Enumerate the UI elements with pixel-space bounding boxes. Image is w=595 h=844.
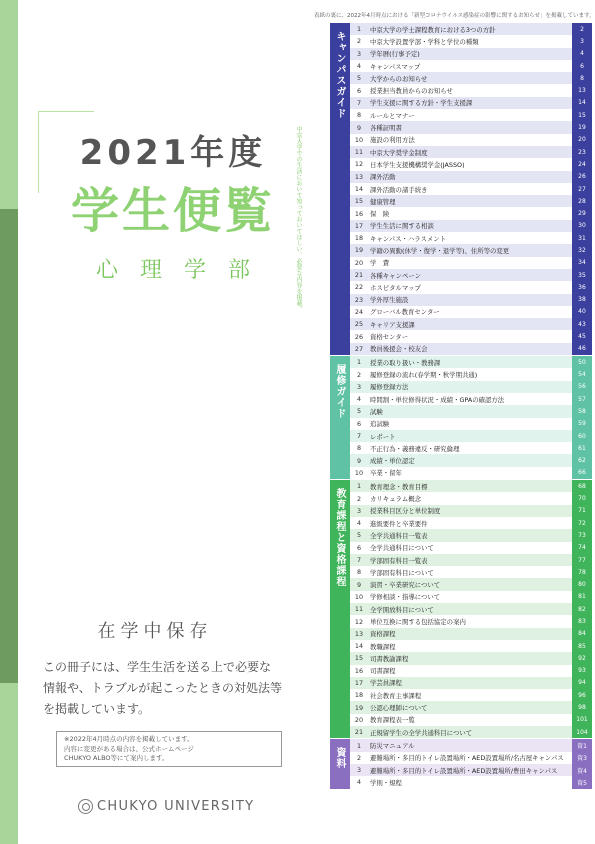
toc-item-title: 学部固有科目について — [370, 568, 434, 577]
toc-item-title: レポート — [370, 432, 396, 441]
toc-row[interactable] — [350, 492, 592, 504]
toc-item-page: 68 — [572, 480, 592, 492]
toc-row[interactable] — [350, 294, 592, 306]
toc-item-number: 17 — [354, 678, 364, 687]
toc-row[interactable] — [350, 480, 592, 492]
toc-item-number: 2 — [356, 494, 362, 503]
toc-row[interactable] — [350, 134, 592, 146]
toc-row[interactable] — [350, 232, 592, 244]
section-label — [330, 480, 350, 738]
toc-item-title: 教職課程 — [370, 642, 396, 651]
toc-row[interactable] — [350, 84, 592, 96]
toc-item-page: 28 — [572, 195, 592, 207]
toc-item-page: 96 — [572, 689, 592, 701]
toc-row[interactable] — [350, 578, 592, 590]
toc-row[interactable] — [350, 418, 592, 430]
toc-item-title: 履修登録方法 — [370, 383, 409, 392]
toc-row[interactable] — [350, 97, 592, 109]
section-title: 教育課程と資格課程 — [334, 488, 345, 588]
toc-item-title: 資格センター — [370, 333, 409, 342]
toc-item-number: 15 — [354, 197, 364, 206]
toc-item-title: 教育課程表一覧 — [370, 716, 415, 725]
toc-item-page: 45 — [572, 330, 592, 342]
toc-item-page: 59 — [572, 418, 592, 430]
cover-description — [43, 657, 293, 720]
toc-item-number: 3 — [356, 506, 362, 515]
section-rows — [350, 23, 592, 355]
toc-item-page: 80 — [572, 578, 592, 590]
toc-item-title: 大学からのお知らせ — [370, 74, 428, 83]
toc-item-number: 18 — [354, 691, 364, 700]
toc-item-number: 21 — [354, 271, 364, 280]
toc-item-title: 演習・卒業研究について — [370, 581, 441, 590]
toc-item-page: 2 — [572, 23, 592, 35]
toc-item-number: 10 — [354, 592, 364, 601]
toc-item-page: 73 — [572, 529, 592, 541]
toc-row[interactable] — [350, 281, 592, 293]
notice-line: ※2022年4月時点の内容を掲載しています。 — [64, 735, 194, 743]
toc-item-title: 全学共通科目一覧表 — [370, 531, 428, 540]
toc-item-number: 7 — [356, 556, 362, 565]
university-logo — [78, 799, 254, 814]
toc-item-number: 19 — [354, 246, 364, 255]
toc-item-title: 公認心理師について — [370, 704, 428, 713]
toc-item-number: 4 — [356, 778, 362, 787]
section-title: 資料 — [334, 747, 345, 770]
toc-item-page: 93 — [572, 665, 592, 677]
toc-item-page: 資3 — [572, 752, 592, 764]
toc-item-title: 追試験 — [370, 420, 390, 429]
toc-item-title: 履修登録の流れ(春学期・秋学期共通) — [370, 371, 478, 380]
toc-item-page: 13 — [572, 84, 592, 96]
toc-item-title: 各種証明書 — [370, 124, 402, 133]
toc-item-title: 時間割・単位修得状況・成績・GPAの確認方法 — [370, 395, 505, 404]
toc-item-number: 8 — [356, 111, 362, 120]
toc-item-page: 56 — [572, 381, 592, 393]
toc-item-title: 授業担当教員からのお知らせ — [370, 87, 453, 96]
toc-item-title: 進級要件と卒業要件 — [370, 519, 428, 528]
toc-item-title: 学外厚生施設 — [370, 296, 409, 305]
toc-item-page: 26 — [572, 171, 592, 183]
toc-item-title: 学籍の異動(休学・復学・退学等)、住所等の変更 — [370, 246, 510, 255]
toc-item-page: 92 — [572, 652, 592, 664]
toc-row[interactable] — [350, 343, 592, 355]
toc-row[interactable] — [350, 689, 592, 701]
toc-item-title: 日本学生支援機構奨学金(JASSO) — [370, 160, 465, 169]
toc-item-page: 84 — [572, 628, 592, 640]
toc-item-number: 3 — [356, 766, 362, 775]
toc-row[interactable] — [350, 628, 592, 640]
toc-item-title: 学芸員課程 — [370, 679, 402, 688]
section-title: キャンパスガイド — [334, 31, 345, 119]
section-rows — [350, 739, 592, 788]
toc-row[interactable] — [350, 109, 592, 121]
toc-row[interactable] — [350, 591, 592, 603]
toc-item-title: 防災マニュアル — [370, 742, 415, 751]
toc-row[interactable] — [350, 381, 592, 393]
toc-item-number: 6 — [356, 86, 362, 95]
toc-item-number: 2 — [356, 753, 362, 762]
toc-item-page: 66 — [572, 467, 592, 479]
toc-item-page: 14 — [572, 97, 592, 109]
toc-item-number: 15 — [354, 654, 364, 663]
toc-row[interactable] — [350, 517, 592, 529]
toc-item-number: 2 — [356, 370, 362, 379]
toc-item-number: 6 — [356, 419, 362, 428]
toc-item-title: 避難場所・多目的トイレ設置場所・AED設置場所/豊田キャンパス — [370, 766, 558, 775]
toc-item-number: 16 — [354, 666, 364, 675]
toc-item-page: 57 — [572, 393, 592, 405]
toc-item-page: 94 — [572, 677, 592, 689]
toc-row[interactable] — [350, 442, 592, 454]
toc-item-page: 58 — [572, 405, 592, 417]
toc-row[interactable] — [350, 244, 592, 256]
toc-row[interactable] — [350, 171, 592, 183]
toc-item-number: 4 — [356, 62, 362, 71]
toc-item-title: 課外活動の諸手続き — [370, 185, 428, 194]
toc-row[interactable] — [350, 554, 592, 566]
toc-item-number: 9 — [356, 580, 362, 589]
toc-item-page: 72 — [572, 517, 592, 529]
toc-item-number: 11 — [354, 605, 364, 614]
toc-item-page: 27 — [572, 183, 592, 195]
toc-row[interactable] — [350, 368, 592, 380]
section-label — [330, 356, 350, 479]
toc-item-page: 61 — [572, 442, 592, 454]
toc-item-number: 10 — [354, 468, 364, 477]
toc-item-page: 資5 — [572, 776, 592, 788]
toc-item-page: 74 — [572, 542, 592, 554]
toc-item-title: 学生生活に関する相談 — [370, 222, 434, 231]
notice-box — [56, 731, 282, 767]
notice-line: 内容に変更がある場合は、公式ホームページ — [64, 744, 194, 753]
toc-item-title: 司書教諭課程 — [370, 654, 409, 663]
toc-row[interactable] — [350, 652, 592, 664]
toc-row[interactable] — [350, 454, 592, 466]
toc-item-title: 卒業・留年 — [370, 469, 402, 478]
toc-item-title: 授業の取り扱い・教務課 — [370, 358, 441, 367]
toc-item-title: 正規留学生の全学共通科目について — [370, 728, 473, 737]
toc-row[interactable] — [350, 752, 592, 764]
toc-item-page: 6 — [572, 60, 592, 72]
toc-row[interactable] — [350, 306, 592, 318]
toc-row[interactable] — [350, 393, 592, 405]
toc-row[interactable] — [350, 158, 592, 170]
toc-item-number: 11 — [354, 148, 364, 157]
toc-item-title: キャンパスマップ — [370, 62, 421, 71]
notice-line: CHUKYO ALBO等にて案内します。 — [64, 754, 169, 762]
toc-item-title: 避難場所・多目的トイレ設置場所・AED設置場所/名古屋キャンパス — [370, 754, 564, 763]
toc-item-title: 単位互換に関する包括協定の案内 — [370, 618, 466, 626]
toc-item-page: 15 — [572, 109, 592, 121]
toc-item-number: 3 — [356, 49, 362, 58]
section-rows — [350, 356, 592, 479]
toc-item-title: グローバル教育センター — [370, 308, 440, 317]
toc-item-page: 35 — [572, 269, 592, 281]
toc-item-number: 13 — [354, 172, 364, 181]
toc-item-number: 7 — [356, 432, 362, 441]
toc-item-title: 社会教育主事課程 — [370, 691, 422, 700]
toc-item-page: 104 — [572, 726, 592, 738]
toc-item-number: 24 — [354, 307, 364, 316]
toc-item-title: 課外活動 — [370, 173, 396, 182]
toc-item-page: 54 — [572, 368, 592, 380]
section-label — [330, 23, 350, 355]
toc-item-title: キャリア支援課 — [370, 320, 415, 329]
toc-item-page: 101 — [572, 714, 592, 726]
toc-item-page: 資4 — [572, 764, 592, 776]
toc-row[interactable] — [350, 615, 592, 627]
toc-item-page: 32 — [572, 244, 592, 256]
description-line: を掲載しています。 — [43, 702, 151, 716]
toc-item-title: 成績・単位認定 — [370, 457, 415, 466]
university-name: CHUKYO UNIVERSITY — [97, 799, 255, 814]
toc-row[interactable] — [350, 23, 592, 35]
section-title: 履修ガイド — [334, 364, 345, 420]
toc-item-page: 83 — [572, 615, 592, 627]
toc-item-page: 19 — [572, 121, 592, 133]
toc-row[interactable] — [350, 318, 592, 330]
toc-item-number: 1 — [356, 25, 362, 34]
toc-row[interactable] — [350, 146, 592, 158]
toc-item-page: 4 — [572, 48, 592, 60]
toc-item-title: 保 険 — [370, 210, 390, 219]
toc-item-title: 中京大学奨学金制度 — [370, 148, 428, 157]
toc-row[interactable] — [350, 764, 592, 776]
toc-item-number: 2 — [356, 37, 362, 46]
section-rows — [350, 480, 592, 738]
toc-item-number: 5 — [356, 407, 362, 416]
toc-item-page: 77 — [572, 554, 592, 566]
toc-item-number: 27 — [354, 344, 364, 353]
toc-item-number: 6 — [356, 543, 362, 552]
toc-item-number: 5 — [356, 74, 362, 83]
toc-item-title: 中京大学設置学部・学科と学位の種類 — [370, 37, 479, 46]
toc-item-page: 60 — [572, 430, 592, 442]
toc-item-title: 教員後援会・校友会 — [370, 345, 428, 354]
toc-item-title: 不正行為・義務違反・研究倫理 — [370, 444, 460, 453]
toc-item-number: 4 — [356, 519, 362, 528]
toc-row[interactable] — [350, 48, 592, 60]
toc-item-number: 18 — [354, 234, 364, 243]
description-line: この冊子には、学生生活を送る上で必要な — [43, 660, 272, 674]
department-title: 心理学部 — [95, 258, 272, 283]
toc-section-curriculum — [330, 480, 592, 738]
toc-row[interactable] — [350, 35, 592, 47]
toc-item-page: 71 — [572, 505, 592, 517]
toc-item-number: 21 — [354, 728, 364, 737]
section-label — [330, 739, 350, 788]
toc-item-number: 1 — [356, 741, 362, 750]
toc-row[interactable] — [350, 183, 592, 195]
toc-item-title: 学則・規程 — [370, 778, 402, 787]
toc-item-page: 98 — [572, 701, 592, 713]
toc-item-page: 62 — [572, 454, 592, 466]
toc-item-page: 50 — [572, 356, 592, 368]
toc-item-page: 資1 — [572, 739, 592, 751]
toc-item-number: 1 — [356, 482, 362, 491]
toc-item-number: 8 — [356, 568, 362, 577]
toc-item-page: 70 — [572, 492, 592, 504]
toc-item-title: 各種キャンペーン — [370, 271, 421, 280]
toc-row[interactable] — [350, 430, 592, 442]
toc-item-number: 9 — [356, 456, 362, 465]
toc-item-page: 3 — [572, 35, 592, 47]
toc-item-title: カリキュラム概念 — [370, 495, 422, 504]
toc-item-number: 26 — [354, 332, 364, 341]
toc-item-number: 16 — [354, 209, 364, 218]
toc-item-page: 81 — [572, 591, 592, 603]
toc-item-title: 司書課程 — [370, 667, 396, 676]
toc-item-title: キャンパス・ハラスメント — [370, 234, 447, 243]
toc-row[interactable] — [350, 677, 592, 689]
toc-item-title: 中京大学の学士課程教育における3つの方針 — [370, 25, 496, 34]
toc-row[interactable] — [350, 195, 592, 207]
toc-item-number: 20 — [354, 715, 364, 724]
toc-row[interactable] — [350, 220, 592, 232]
toc-item-page: 36 — [572, 281, 592, 293]
toc-item-title: 学生支援に関する方針・学生支援課 — [370, 99, 473, 108]
toc-item-number: 7 — [356, 98, 362, 107]
toc-item-number: 5 — [356, 531, 362, 540]
toc-row[interactable] — [350, 566, 592, 578]
toc-row[interactable] — [350, 269, 592, 281]
toc-section-campus — [330, 23, 592, 355]
toc-item-page: 8 — [572, 72, 592, 84]
toc-item-number: 19 — [354, 703, 364, 712]
toc-item-number: 14 — [354, 185, 364, 193]
toc-item-number: 4 — [356, 395, 362, 404]
toc-item-page: 82 — [572, 603, 592, 615]
toc-item-title: 試験 — [370, 407, 383, 416]
keep-title: 在学中保存 — [97, 621, 213, 642]
toc-item-title: ホスピタルマップ — [370, 283, 421, 292]
toc-row[interactable] — [350, 467, 592, 479]
toc-item-page: 24 — [572, 158, 592, 170]
toc-row[interactable] — [350, 356, 592, 368]
toc-item-page: 38 — [572, 294, 592, 306]
toc-row[interactable] — [350, 714, 592, 726]
toc-item-page: 31 — [572, 232, 592, 244]
toc-row[interactable] — [350, 665, 592, 677]
toc-item-title: 資格課程 — [370, 630, 396, 639]
toc-item-title: 教育理念・教育目標 — [370, 482, 428, 491]
toc-item-number: 17 — [354, 221, 364, 230]
toc-item-number: 12 — [354, 160, 364, 169]
toc-item-title: 学部固有科目一覧表 — [370, 556, 428, 565]
toc-row[interactable] — [350, 121, 592, 133]
toc-item-title: 全学共通科目について — [370, 544, 434, 553]
toc-row[interactable] — [350, 776, 592, 788]
toc-row[interactable] — [350, 603, 592, 615]
toc-item-page: 34 — [572, 257, 592, 269]
toc-item-number: 25 — [354, 320, 364, 329]
main-title: 学生便覧 — [70, 183, 275, 239]
toc-item-title: 学年暦(行事予定) — [370, 50, 420, 59]
toc-section-course — [330, 356, 592, 479]
toc-item-number: 13 — [354, 629, 364, 638]
toc-item-title: 学 費 — [370, 259, 390, 268]
toc-item-page: 23 — [572, 146, 592, 158]
toc-item-page: 78 — [572, 566, 592, 578]
toc-item-number: 1 — [356, 358, 362, 367]
toc-item-number: 3 — [356, 382, 362, 391]
toc-row[interactable] — [350, 505, 592, 517]
toc-row[interactable] — [350, 739, 592, 751]
toc-item-title: 学修相談・指導について — [370, 593, 441, 602]
toc-item-page: 85 — [572, 640, 592, 652]
toc-row[interactable] — [350, 529, 592, 541]
toc-item-number: 14 — [354, 642, 364, 651]
toc-item-number: 20 — [354, 258, 364, 267]
toc-item-number: 10 — [354, 135, 364, 144]
toc-item-title: 授業科目区分と単位制度 — [370, 507, 441, 516]
toc-item-number: 12 — [354, 617, 364, 626]
university-emblem-icon — [78, 799, 93, 814]
toc-item-page: 30 — [572, 220, 592, 232]
toc-header-note: 表紙の裏に、2022年4月時点における「新型コロナウイルス感染症の影響に関するお知らせ」を掲載しています。 — [314, 13, 595, 19]
toc-item-number: 22 — [354, 283, 364, 292]
description-line: 情報や、トラブルが起こったときの対処法等 — [43, 681, 283, 695]
toc-item-page: 29 — [572, 207, 592, 219]
toc-row[interactable] — [350, 405, 592, 417]
toc-item-page: 40 — [572, 306, 592, 318]
toc-row[interactable] — [350, 726, 592, 738]
toc-item-number: 8 — [356, 444, 362, 453]
toc-row[interactable] — [350, 257, 592, 269]
toc-item-title: ルールとマナー — [370, 111, 415, 120]
year-title: 2021年度 — [79, 133, 267, 173]
toc-item-number: 23 — [354, 295, 364, 304]
title-frame-corner — [38, 111, 39, 193]
toc-row[interactable] — [350, 542, 592, 554]
toc-row[interactable] — [350, 330, 592, 342]
toc-section-material — [330, 739, 592, 788]
cover-side-note: 中京大学での生活において知っておいてほしい、必要な内容を掲載。 — [295, 126, 302, 312]
toc-item-title: 施設の利用方法 — [370, 136, 415, 145]
toc-row[interactable] — [350, 701, 592, 713]
left-dark-stripe — [0, 209, 18, 683]
toc-item-number: 9 — [356, 123, 362, 132]
toc-row[interactable] — [350, 207, 592, 219]
title-frame-corner-top — [38, 111, 94, 112]
toc-row[interactable] — [350, 640, 592, 652]
toc-item-title: 全学開放科目について — [370, 605, 434, 614]
toc-item-page: 46 — [572, 343, 592, 355]
toc-item-page: 43 — [572, 318, 592, 330]
toc-row[interactable] — [350, 72, 592, 84]
toc-item-page: 20 — [572, 134, 592, 146]
toc-item-title: 健康管理 — [370, 197, 396, 206]
toc-row[interactable] — [350, 60, 592, 72]
